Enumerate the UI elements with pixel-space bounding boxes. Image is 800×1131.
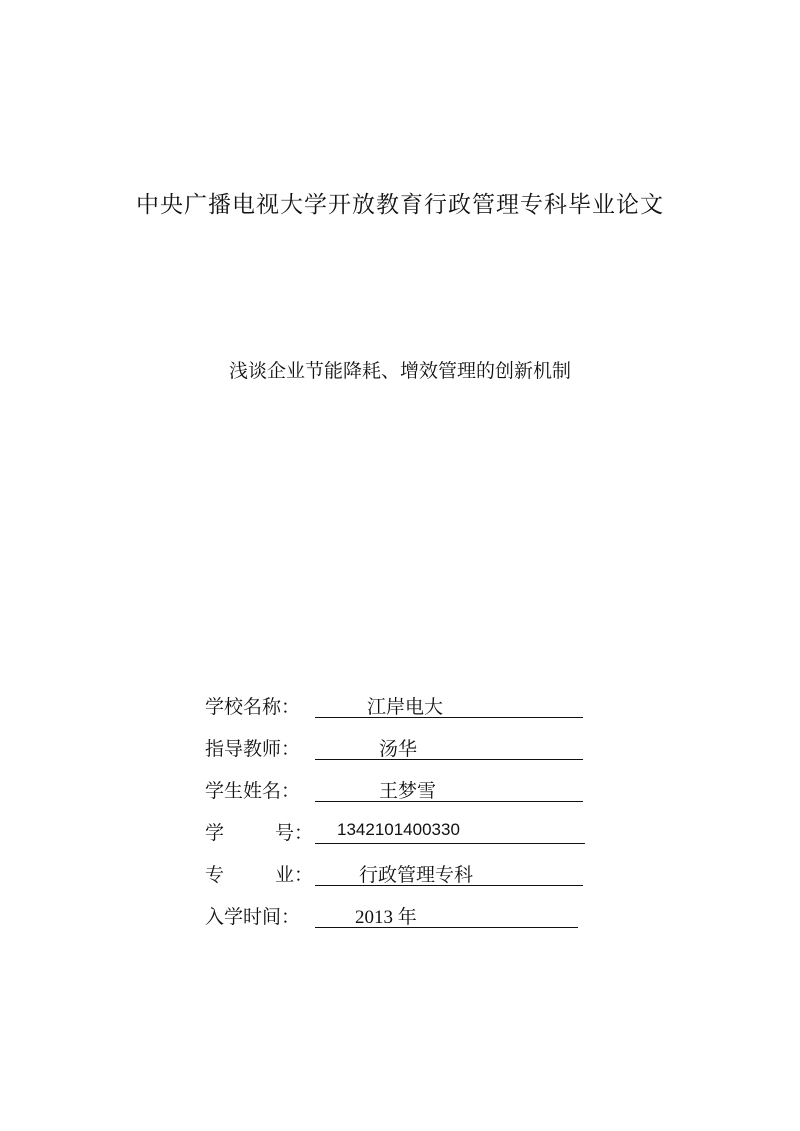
student-id-label bbox=[205, 818, 313, 845]
info-row-enroll bbox=[205, 902, 585, 932]
enroll-label: 入学时间： bbox=[205, 906, 301, 928]
major-label-b: 业： bbox=[274, 864, 313, 886]
thesis-title: 浅谈企业节能降耗、增效管理的创新机制 bbox=[228, 360, 571, 382]
advisor-label: 指导教师： bbox=[205, 738, 301, 760]
enroll-value: 2013 年 bbox=[355, 907, 417, 928]
student-underline bbox=[315, 776, 583, 802]
major-label bbox=[205, 860, 313, 887]
info-row-school bbox=[205, 692, 585, 722]
major-value: 行政管理专科 bbox=[359, 864, 474, 886]
student-id-label-a: 学 bbox=[205, 822, 225, 844]
university-title: 中央广播电视大学开放教育行政管理专科毕业论文 bbox=[136, 192, 664, 218]
student-value: 王梦雪 bbox=[379, 780, 437, 802]
student-id-value: 1342101400330 bbox=[337, 820, 460, 839]
student-id-underline bbox=[315, 818, 585, 844]
student-id-label-b: 号： bbox=[274, 822, 313, 844]
student-label: 学生姓名： bbox=[205, 780, 301, 802]
school-underline bbox=[315, 692, 583, 718]
major-underline bbox=[315, 860, 583, 886]
info-row-major bbox=[205, 860, 585, 890]
info-row-student-id bbox=[205, 818, 585, 848]
advisor-value: 汤华 bbox=[379, 738, 418, 760]
info-row-student bbox=[205, 776, 585, 806]
major-label-a: 专 bbox=[205, 864, 225, 886]
enroll-underline bbox=[315, 902, 578, 928]
school-value: 江岸电大 bbox=[367, 696, 444, 718]
school-label: 学校名称： bbox=[205, 696, 301, 718]
info-row-advisor bbox=[205, 734, 585, 764]
advisor-underline bbox=[315, 734, 583, 760]
